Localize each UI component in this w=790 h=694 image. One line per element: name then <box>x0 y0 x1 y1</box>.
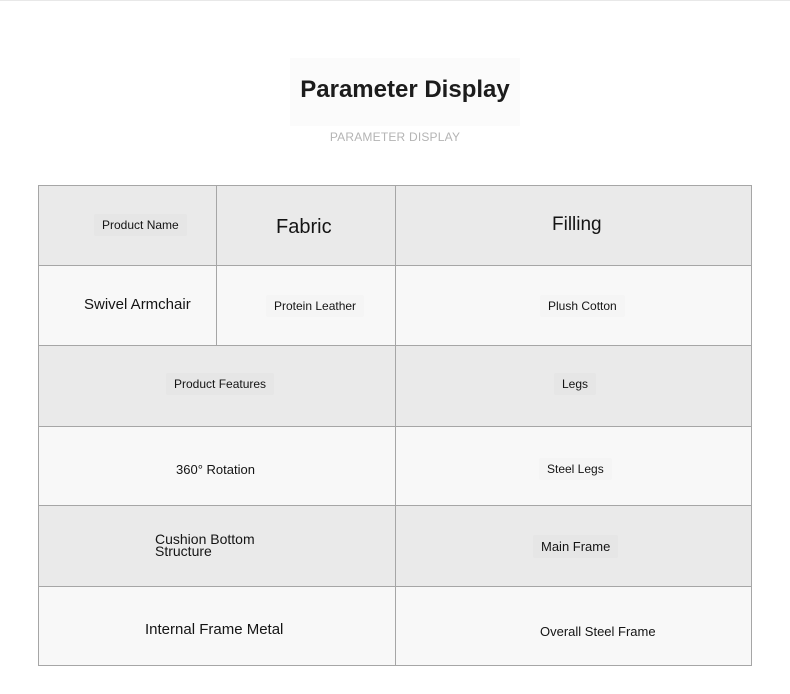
table-cell <box>39 266 217 345</box>
table-row <box>39 427 751 506</box>
table-cell <box>39 587 396 665</box>
table-cell <box>396 346 751 426</box>
main-frame-value: Overall Steel Frame <box>540 624 656 639</box>
table-cell <box>39 427 396 505</box>
cushion-structure-line2: Structure <box>155 543 212 559</box>
page-title: Parameter Display <box>290 58 520 126</box>
table-row <box>39 587 751 665</box>
product-name-label: Product Name <box>94 214 187 236</box>
table-cell <box>39 506 396 586</box>
rotation-value: 360° Rotation <box>176 462 255 477</box>
internal-frame-value: Internal Frame Metal <box>145 621 284 638</box>
parameter-table <box>38 185 752 666</box>
cushion-structure-line1: Cushion Bottom <box>155 531 255 547</box>
product-name-value: Swivel Armchair <box>84 296 191 313</box>
filling-header: Filling <box>552 214 602 235</box>
page-subtitle: PARAMETER DISPLAY <box>329 130 461 144</box>
main-frame-label: Main Frame <box>533 535 618 558</box>
table-cell <box>39 346 396 426</box>
table-cell <box>396 587 751 665</box>
table-cell <box>396 506 751 586</box>
table-row <box>39 506 751 587</box>
table-row <box>39 346 751 427</box>
legs-label: Legs <box>554 373 596 395</box>
fabric-header: Fabric <box>276 216 332 238</box>
legs-value: Steel Legs <box>539 458 612 480</box>
table-cell <box>217 186 396 265</box>
table-cell <box>396 427 751 505</box>
table-cell <box>39 186 217 265</box>
filling-value: Plush Cotton <box>540 295 625 317</box>
table-cell <box>217 266 396 345</box>
product-features-label: Product Features <box>166 373 274 395</box>
top-divider <box>0 0 790 1</box>
table-row <box>39 266 751 346</box>
fabric-value: Protein Leather <box>266 295 364 317</box>
table-cell <box>396 266 751 345</box>
table-row <box>39 186 751 266</box>
table-cell <box>396 186 751 265</box>
